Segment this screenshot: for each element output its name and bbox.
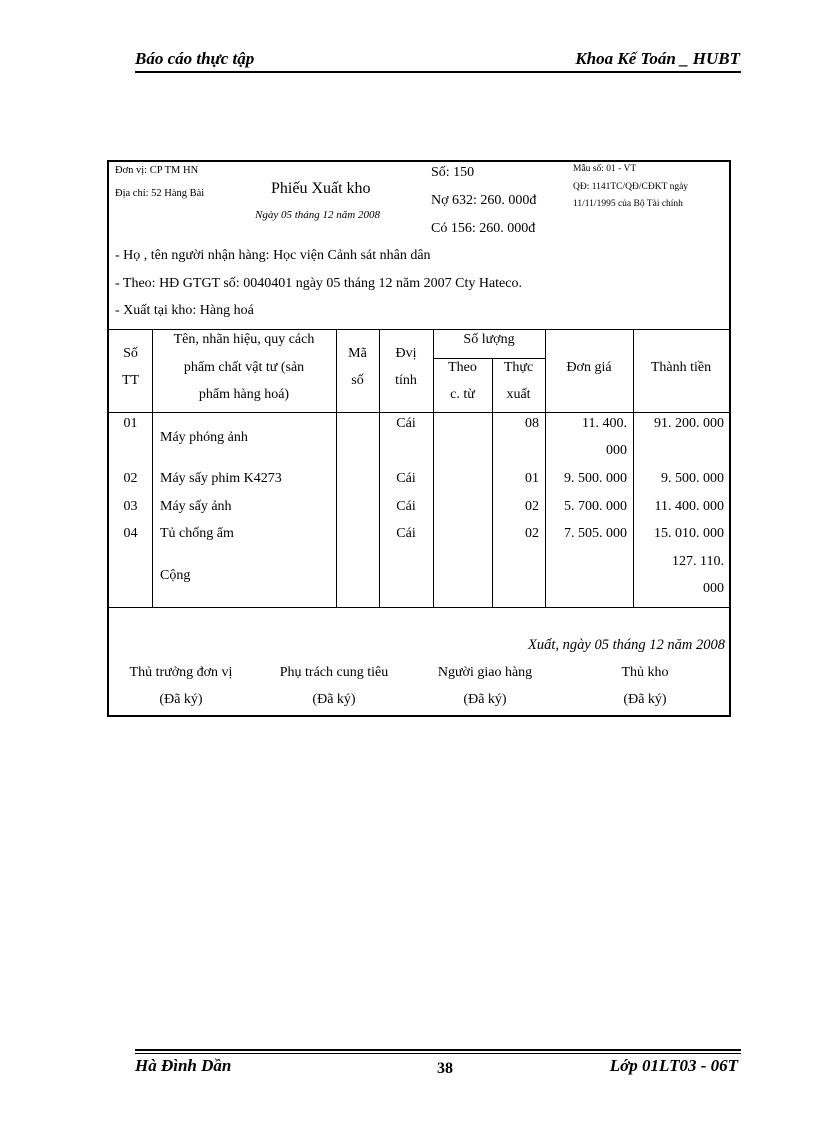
header-qty-act-2: xuất: [506, 387, 531, 402]
form-date: Ngày 05 tháng 12 năm 2008: [255, 209, 380, 221]
row-1-qty: 08: [525, 416, 539, 431]
header-qty-doc-2: c. từ: [450, 387, 475, 402]
qty-split-line: [433, 358, 545, 359]
header-qty-doc-1: Theo: [448, 360, 477, 375]
header-unit-2: tính: [395, 373, 417, 388]
table-top-border: [109, 329, 729, 330]
row-1-amount: 91. 200. 000: [654, 416, 724, 431]
row-3-unit: Cái: [396, 499, 416, 514]
row-2-price: 9. 500. 000: [564, 471, 627, 486]
footer-author: Hà Đình Dần: [135, 1056, 232, 1075]
role-deliverer: Người giao hàng: [437, 665, 533, 680]
row-3-stt: 03: [123, 499, 138, 514]
header-unit-1: Đvị: [395, 346, 417, 361]
header-qty: Số lượng: [463, 332, 515, 347]
row-2-amount: 9. 500. 000: [661, 471, 724, 486]
row-1-price-2: 000: [606, 443, 627, 458]
row-4-price: 7. 505. 000: [564, 526, 627, 541]
page-number: 38: [437, 1060, 453, 1077]
signed-storekeeper: (Đã ký): [623, 692, 667, 707]
total-amount-1: 127. 110.: [672, 554, 724, 569]
row-3-amount: 11. 400. 000: [654, 499, 724, 514]
header-price: Đơn giá: [566, 360, 612, 375]
header-left: Báo cáo thực tập: [135, 49, 255, 68]
debit-entry: Nợ 632: 260. 000đ: [431, 193, 537, 208]
col-divider: [379, 329, 380, 607]
row-2-stt: 02: [123, 471, 138, 486]
row-4-amount: 15. 010. 000: [654, 526, 724, 541]
template-code: Mẫu số: 01 - VT: [573, 164, 637, 174]
header-code-2: số: [351, 373, 364, 388]
footer-rule-thin: [135, 1053, 741, 1054]
role-storekeeper: Thủ kho: [621, 665, 669, 680]
row-2-qty: 01: [525, 471, 539, 486]
total-amount-2: 000: [703, 581, 724, 596]
header-code-1: Mã: [348, 346, 367, 361]
row-2-name: Máy sấy phim K4273: [160, 471, 282, 486]
footer-rule: [135, 1049, 741, 1051]
credit-entry: Có 156: 260. 000đ: [431, 221, 536, 236]
reference-line: - Theo: HĐ GTGT số: 0040401 ngày 05 tháng 12 năm 2007 Cty Hateco.: [115, 276, 522, 291]
delivery-note-form: [107, 160, 731, 717]
row-3-price: 5. 700. 000: [564, 499, 627, 514]
row-1-name: Máy phóng ảnh: [160, 430, 248, 445]
header-name-3: phẩm hàng hoá): [198, 387, 290, 402]
template-date: 11/11/1995 của Bộ Tài chính: [573, 199, 683, 209]
form-title: Phiếu Xuất kho: [271, 180, 371, 197]
header-amount: Thành tiền: [650, 360, 712, 375]
header-name-1: Tên, nhãn hiệu, quy cách: [173, 332, 315, 347]
col-divider: [336, 329, 337, 607]
header-rule: [135, 71, 741, 73]
row-2-unit: Cái: [396, 471, 416, 486]
row-3-name: Máy sấy ảnh: [160, 499, 232, 514]
row-4-name: Tủ chống ẩm: [160, 526, 234, 541]
footer-class: Lớp 01LT03 - 06T: [609, 1056, 738, 1075]
role-director: Thủ trưởng đơn vị: [129, 665, 233, 680]
template-decision: QĐ: 1141TC/QĐ/CĐKT ngày: [573, 182, 689, 192]
warehouse-line: - Xuất tại kho: Hàng hoá: [115, 303, 254, 318]
row-1-price-1: 11. 400.: [582, 416, 627, 431]
header-right: Khoa Kế Toán _ HUBT: [575, 49, 740, 68]
header-stt-1: Số: [123, 346, 138, 361]
receiver-line: - Họ , tên người nhận hàng: Học viện Cảnh sát nhân dân: [115, 248, 431, 263]
row-3-qty: 02: [525, 499, 539, 514]
row-4-unit: Cái: [396, 526, 416, 541]
role-supply: Phụ trách cung tiêu: [279, 665, 389, 680]
row-4-qty: 02: [525, 526, 539, 541]
signed-director: (Đã ký): [159, 692, 203, 707]
row-1-unit: Cái: [396, 416, 416, 431]
table-bottom-border: [109, 607, 729, 608]
signed-deliverer: (Đã ký): [463, 692, 507, 707]
table-header-border: [109, 412, 729, 413]
form-number: Số: 150: [431, 165, 475, 180]
row-1-stt: 01: [123, 416, 138, 431]
unit-name: Đơn vị: CP TM HN: [115, 165, 199, 176]
signed-supply: (Đã ký): [312, 692, 356, 707]
row-4-stt: 04: [123, 526, 138, 541]
header-name-2: phẩm chất vật tư (sản: [183, 360, 305, 375]
header-qty-act-1: Thực: [503, 360, 534, 375]
unit-address: Địa chỉ: 52 Hàng Bài: [115, 188, 205, 199]
header-stt-2: TT: [121, 373, 140, 388]
total-label: Cộng: [160, 568, 191, 583]
issue-date: Xuất, ngày 05 tháng 12 năm 2008: [528, 637, 725, 653]
